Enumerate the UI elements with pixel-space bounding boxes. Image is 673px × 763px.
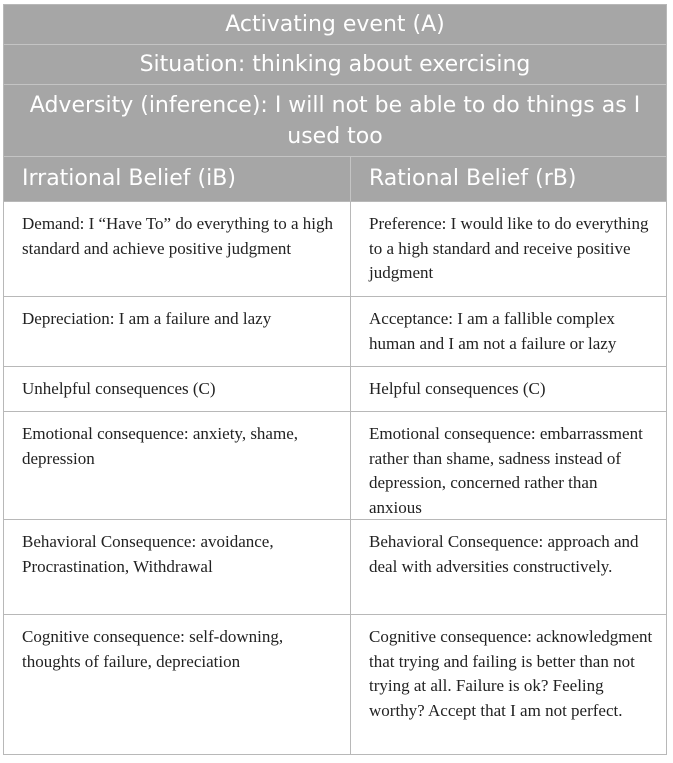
rational-cell: Cognitive consequence: acknowledgment that trying and failing is better than not trying at all. Failure is ok? Feeling worthy? Accept that I am not perfect.: [369, 627, 653, 720]
rational-belief-column-header: Rational Belief (rB): [369, 166, 577, 191]
rational-cell: Behavioral Consequence: approach and deal with adversities constructively.: [369, 532, 639, 576]
table-row: [4, 411, 666, 519]
irrational-belief-column-header: Irrational Belief (iB): [4, 157, 351, 201]
abc-belief-table: [3, 4, 667, 755]
irrational-cell: Demand: I “Have To” do everything to a high standard and achieve positive judgment: [4, 202, 351, 296]
table-row: [4, 614, 666, 754]
irrational-cell: Emotional consequence: anxiety, shame, depression: [4, 412, 351, 519]
rational-cell: Acceptance: I am a fallible complex human and I am not a failure or lazy: [369, 309, 617, 353]
adversity-header: Adversity (inference): I will not be able to do things as I used too: [4, 85, 666, 157]
rational-cell: Preference: I would like to do everything to a high standard and receive positive judgment: [369, 214, 649, 282]
table-row: [4, 201, 666, 296]
table-row: [4, 519, 666, 614]
situation-header: Situation: thinking about exercising: [4, 45, 666, 85]
table-row: [4, 296, 666, 366]
rational-cell: Emotional consequence: embarrassment rather than shame, sadness instead of depression, concerned rather than anxious: [369, 424, 643, 517]
irrational-cell: Cognitive consequence: self-downing, thoughts of failure, depreciation: [4, 615, 351, 754]
irrational-cell: Unhelpful consequences (C): [4, 367, 351, 411]
table-row: [4, 366, 666, 411]
column-header-row: [4, 157, 666, 201]
irrational-cell: Depreciation: I am a failure and lazy: [4, 297, 351, 366]
irrational-cell: Behavioral Consequence: avoidance, Procrastination, Withdrawal: [4, 520, 351, 614]
rational-cell: Helpful consequences (C): [369, 379, 546, 398]
activating-event-header: Activating event (A): [4, 5, 666, 45]
